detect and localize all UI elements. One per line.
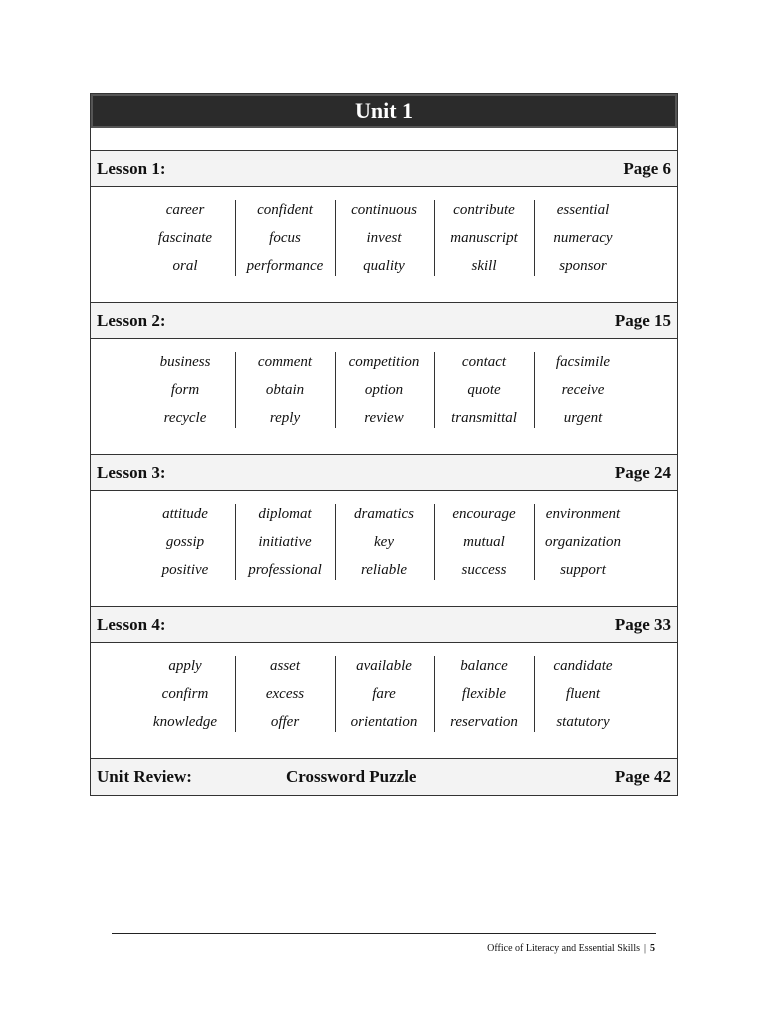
vocab-word: available	[356, 658, 412, 674]
word-column	[434, 504, 535, 580]
vocab-word: performance	[246, 258, 324, 274]
vocab-word: flexible	[461, 686, 507, 702]
vocab-word: manuscript	[450, 230, 518, 246]
vocab-word: mutual	[463, 534, 505, 550]
vocab-word: invest	[366, 230, 402, 246]
vocab-word: offer	[270, 714, 300, 730]
review-label: Unit Review:	[97, 767, 192, 786]
vocab-word: continuous	[351, 202, 417, 218]
vocab-word: confirm	[161, 686, 209, 702]
vocab-word: transmittal	[451, 410, 517, 426]
vocab-word: reply	[269, 410, 301, 426]
vocab-word: initiative	[258, 534, 312, 550]
vocab-word: success	[461, 562, 507, 578]
word-column	[533, 504, 633, 580]
vocab-word: dramatics	[354, 506, 414, 522]
vocab-word: facsimile	[555, 354, 611, 370]
vocab-word: quote	[467, 382, 501, 398]
lesson-header	[91, 607, 677, 643]
vocab-word: organization	[544, 534, 622, 550]
word-column	[235, 656, 336, 732]
word-column	[434, 200, 535, 276]
vocab-word: competition	[348, 354, 420, 370]
word-grid	[91, 491, 677, 607]
vocab-word: oral	[172, 258, 198, 274]
vocab-word: encourage	[452, 506, 516, 522]
vocab-word: support	[560, 562, 606, 578]
lesson-header	[91, 151, 677, 187]
word-grid	[91, 339, 677, 455]
word-grid	[91, 643, 677, 759]
vocab-word: essential	[556, 202, 610, 218]
vocab-word: statutory	[556, 714, 610, 730]
review-page: Page 42	[614, 767, 671, 786]
word-column	[434, 656, 535, 732]
word-column	[334, 504, 435, 580]
word-grid	[91, 187, 677, 303]
page-footer	[487, 943, 655, 954]
vocab-word: numeracy	[553, 230, 613, 246]
lesson-label: Lesson 4:	[97, 614, 166, 634]
word-column	[533, 656, 633, 732]
vocab-word: option	[364, 382, 404, 398]
word-column	[235, 352, 336, 428]
vocab-word: skill	[471, 258, 497, 274]
vocab-word: apply	[168, 658, 202, 674]
word-column	[235, 200, 336, 276]
vocab-word: reliable	[360, 562, 408, 578]
lesson-label: Lesson 3:	[97, 462, 166, 482]
word-column	[334, 656, 435, 732]
lesson-page: Page 15	[614, 310, 671, 330]
vocab-word: career	[165, 202, 205, 218]
page-number: 5	[650, 943, 655, 954]
word-column	[135, 656, 236, 732]
vocab-word: urgent	[563, 410, 603, 426]
word-column	[235, 504, 336, 580]
vocab-word: confident	[257, 202, 313, 218]
word-column	[135, 504, 236, 580]
word-column	[434, 352, 535, 428]
word-column	[533, 200, 633, 276]
spacer-row	[91, 128, 677, 151]
footer-rule	[112, 933, 656, 934]
vocab-word: obtain	[265, 382, 305, 398]
lesson-label: Lesson 1:	[97, 158, 166, 178]
vocab-word: balance	[460, 658, 508, 674]
lesson-header	[91, 303, 677, 339]
vocab-word: attitude	[162, 506, 208, 522]
vocab-word: key	[374, 534, 394, 550]
vocab-word: fare	[372, 686, 396, 702]
vocab-word: fluent	[565, 686, 601, 702]
vocab-word: form	[170, 382, 200, 398]
vocab-word: fascinate	[157, 230, 213, 246]
word-column	[135, 200, 236, 276]
vocab-word: environment	[545, 506, 621, 522]
unit-title: Unit 1	[91, 94, 677, 128]
vocab-word: business	[159, 354, 211, 370]
vocab-word: focus	[269, 230, 301, 246]
review-activity: Crossword Puzzle	[286, 767, 417, 786]
lesson-page: Page 33	[614, 614, 671, 634]
vocab-word: professional	[248, 562, 322, 578]
vocab-word: candidate	[553, 658, 613, 674]
word-column	[334, 200, 435, 276]
vocab-word: comment	[257, 354, 313, 370]
vocab-word: reservation	[450, 714, 518, 730]
footer-org: Office of Literacy and Essential Skills	[487, 943, 640, 954]
vocab-word: diplomat	[258, 506, 312, 522]
vocab-word: recycle	[163, 410, 207, 426]
unit-review-row	[91, 759, 677, 795]
vocab-word: contribute	[453, 202, 515, 218]
vocab-word: gossip	[165, 534, 205, 550]
vocab-word: excess	[265, 686, 305, 702]
vocab-word: review	[364, 410, 404, 426]
vocab-word: positive	[161, 562, 209, 578]
word-column	[135, 352, 236, 428]
vocab-word: knowledge	[152, 714, 218, 730]
lesson-label: Lesson 2:	[97, 310, 166, 330]
lesson-header	[91, 455, 677, 491]
vocab-word: receive	[561, 382, 605, 398]
lesson-page: Page 24	[614, 462, 671, 482]
vocab-word: contact	[461, 354, 507, 370]
word-column	[533, 352, 633, 428]
vocab-word: quality	[363, 258, 405, 274]
footer-separator: |	[643, 943, 646, 954]
vocab-word: asset	[270, 658, 300, 674]
vocab-word: orientation	[350, 714, 418, 730]
lesson-page: Page 6	[623, 158, 671, 178]
unit-table	[90, 93, 678, 796]
word-column	[334, 352, 435, 428]
vocab-word: sponsor	[559, 258, 607, 274]
